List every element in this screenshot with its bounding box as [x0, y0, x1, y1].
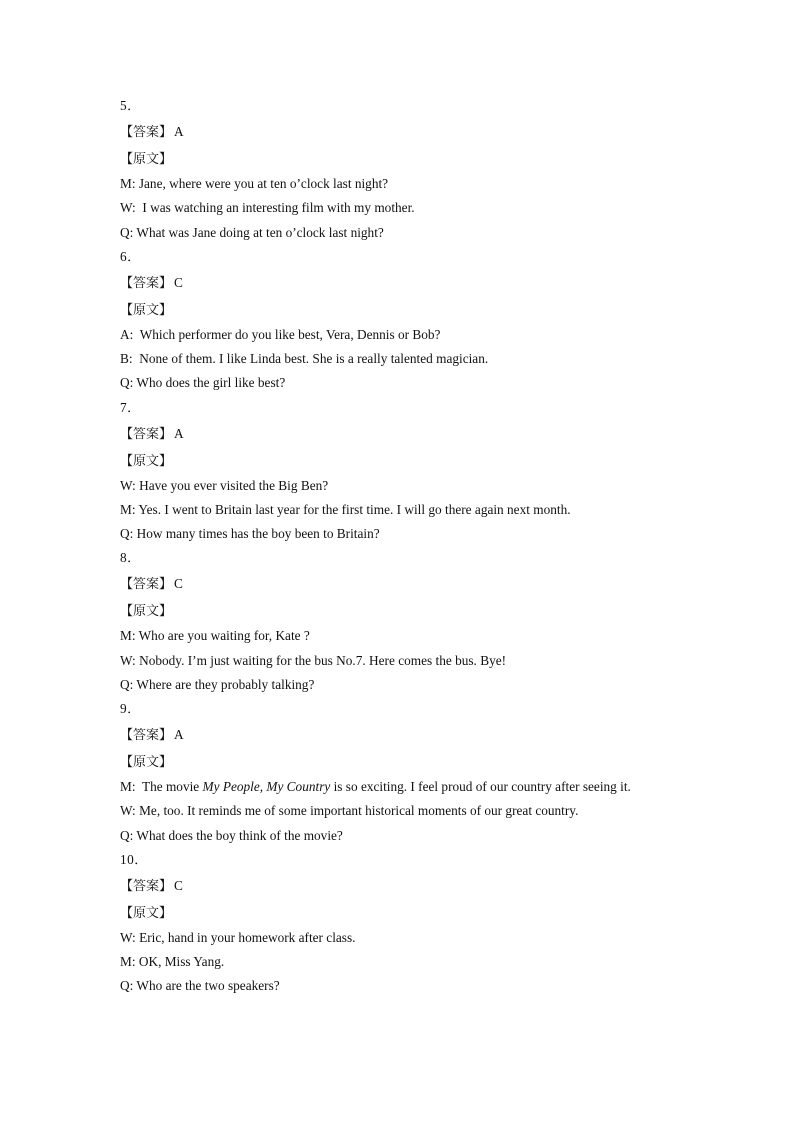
answer-value: C — [174, 877, 183, 893]
dialogue-line — [120, 799, 680, 823]
speaker-label: Q: — [120, 526, 134, 542]
speaker-label: M: — [120, 779, 136, 795]
source-label: 【原文】 — [120, 604, 173, 620]
dialogue-line — [120, 474, 680, 498]
question-number: 6． — [120, 248, 141, 264]
speaker-label: M: — [120, 628, 136, 644]
speaker-label: Q: — [120, 224, 134, 240]
question-number: 10． — [120, 851, 149, 867]
dialogue-line — [120, 221, 680, 245]
dialogue-line — [120, 950, 680, 974]
dialogue-line — [120, 926, 680, 950]
source-label-line — [120, 748, 680, 775]
dialogue-line — [120, 371, 680, 395]
answer-line — [120, 269, 680, 296]
source-label-line — [120, 597, 680, 624]
answer-label: 【答案】 — [120, 275, 173, 291]
speaker-label: W: — [120, 652, 136, 668]
dialogue-line — [120, 974, 680, 998]
speaker-label: B: — [120, 351, 133, 367]
dialogue-text: What was Jane doing at ten o’clock last night? — [136, 224, 384, 240]
question-block-10 — [120, 848, 680, 999]
answer-line — [120, 570, 680, 597]
dialogue-text-after: is so exciting. I feel proud of our country after seeing it. — [330, 779, 631, 795]
dialogue-text: How many times has the boy been to Britain? — [136, 526, 380, 542]
dialogue-line — [120, 196, 680, 220]
answer-value: A — [174, 425, 184, 441]
movie-title: My People, My Country — [202, 779, 331, 795]
source-label-line — [120, 899, 680, 926]
answer-line — [120, 721, 680, 748]
dialogue-text-before: The movie — [141, 779, 203, 795]
dialogue-line — [120, 172, 680, 196]
speaker-label: Q: — [120, 676, 134, 692]
answer-line — [120, 420, 680, 447]
source-label-line — [120, 296, 680, 323]
dialogue-line — [120, 624, 680, 648]
question-number: 8． — [120, 550, 141, 566]
dialogue-line — [120, 775, 680, 799]
speaker-label: W: — [120, 477, 136, 493]
dialogue-text: Yes. I went to Britain last year for the first time. I will go there again next month. — [138, 501, 571, 517]
question-block-8 — [120, 546, 680, 697]
answer-label: 【答案】 — [120, 426, 173, 442]
dialogue-text: Who are you waiting for, Kate ? — [138, 628, 310, 644]
dialogue-line — [120, 323, 680, 347]
dialogue-line — [120, 522, 680, 546]
source-label: 【原文】 — [120, 905, 173, 921]
dialogue-text: Have you ever visited the Big Ben? — [139, 477, 329, 493]
speaker-label: A: — [120, 326, 134, 342]
speaker-label: M: — [120, 954, 136, 970]
answer-key-content — [120, 94, 680, 999]
answer-value: A — [174, 124, 184, 140]
question-block-6 — [120, 245, 680, 396]
answer-label: 【答案】 — [120, 878, 173, 894]
source-label: 【原文】 — [120, 453, 173, 469]
answer-label: 【答案】 — [120, 125, 173, 141]
answer-value: C — [174, 576, 183, 592]
answer-line — [120, 118, 680, 145]
answer-value: A — [174, 727, 184, 743]
speaker-label: W: — [120, 803, 136, 819]
dialogue-line — [120, 824, 680, 848]
source-label-line — [120, 145, 680, 172]
dialogue-text: What does the boy think of the movie? — [136, 827, 343, 843]
source-label: 【原文】 — [120, 152, 173, 168]
dialogue-text: Eric, hand in your homework after class. — [139, 929, 356, 945]
speaker-label: W: — [120, 200, 136, 216]
question-number: 9． — [120, 701, 141, 716]
speaker-label: M: — [120, 501, 136, 517]
speaker-label: W: — [120, 929, 136, 945]
question-block-5 — [120, 94, 680, 245]
dialogue-text: Who does the girl like best? — [136, 375, 286, 391]
question-block-9 — [120, 697, 680, 848]
answer-value: C — [174, 274, 183, 290]
question-number: 5． — [120, 98, 141, 113]
answer-label: 【答案】 — [120, 577, 173, 593]
speaker-label: M: — [120, 176, 136, 192]
source-label: 【原文】 — [120, 302, 173, 318]
question-number: 7． — [120, 399, 141, 415]
answer-label: 【答案】 — [120, 728, 173, 744]
dialogue-line — [120, 498, 680, 522]
dialogue-text: I was watching an interesting film with my mother. — [142, 200, 415, 216]
dialogue-line — [120, 673, 680, 697]
source-label-line — [120, 447, 680, 474]
dialogue-text: Jane, where were you at ten o’clock last night? — [138, 176, 389, 192]
dialogue-text: Me, too. It reminds me of some important historical moments of our great country. — [139, 803, 579, 819]
dialogue-line — [120, 649, 680, 673]
speaker-label: Q: — [120, 978, 134, 994]
dialogue-text: Nobody. I’m just waiting for the bus No.7. Here comes the bus. Bye! — [139, 652, 507, 668]
speaker-label: Q: — [120, 375, 134, 391]
answer-line — [120, 872, 680, 899]
dialogue-text: Where are they probably talking? — [136, 676, 315, 692]
dialogue-text: Which performer do you like best, Vera, Dennis or Bob? — [139, 326, 441, 342]
dialogue-line — [120, 347, 680, 371]
speaker-label: Q: — [120, 827, 134, 843]
source-label: 【原文】 — [120, 755, 173, 771]
dialogue-text: None of them. I like Linda best. She is a really talented magician. — [139, 351, 489, 367]
question-block-7 — [120, 396, 680, 547]
dialogue-text: Who are the two speakers? — [136, 978, 280, 994]
dialogue-text: OK, Miss Yang. — [138, 954, 225, 970]
